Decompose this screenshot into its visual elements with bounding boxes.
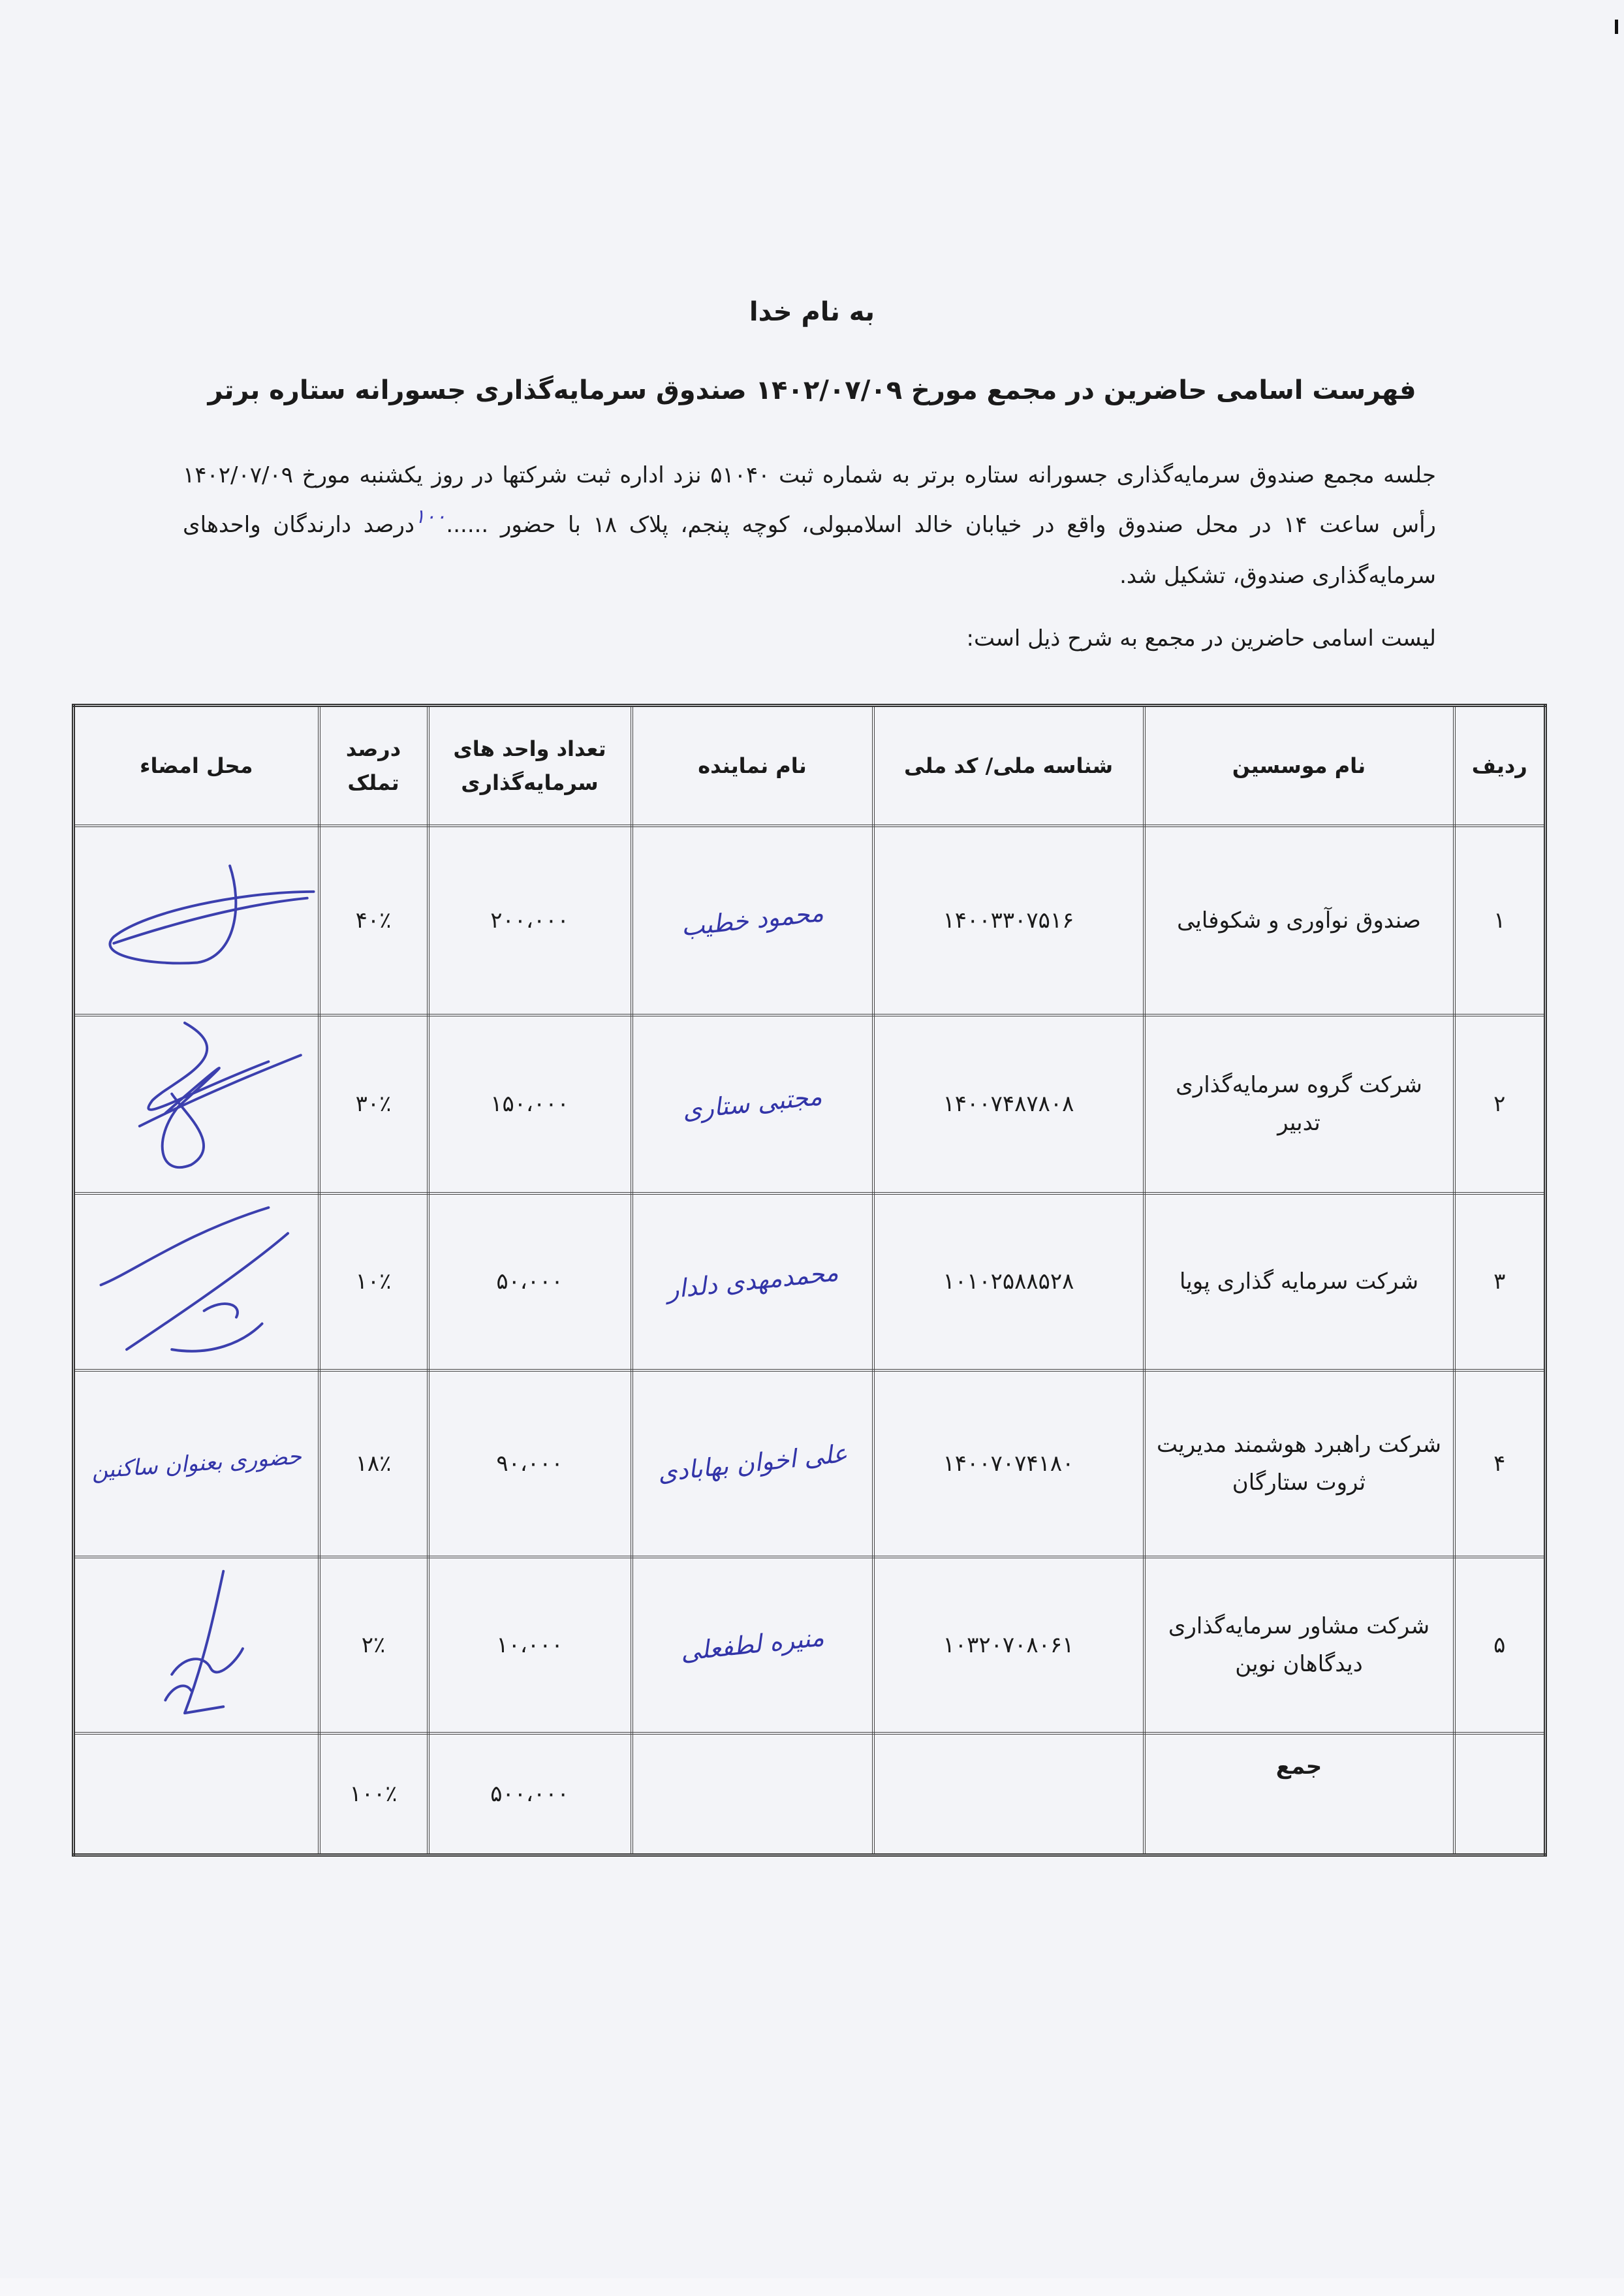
total-row-no	[1454, 1733, 1546, 1855]
signature-drawing	[75, 827, 318, 1014]
list-intro: لیست اسامی حاضرین در مجمع به شرح ذیل است:	[966, 625, 1436, 652]
national-id: ۱۰۱۰۲۵۸۸۵۲۸	[873, 1193, 1144, 1370]
national-id: ۱۴۰۰۷۰۷۴۱۸۰	[873, 1370, 1144, 1557]
representative-signature: منیره لطفعلی	[632, 1557, 873, 1734]
header-signature: محل امضاء	[74, 706, 319, 826]
founder-name: شرکت راهبرد هوشمند مدیریت ثروت ستارگان	[1144, 1370, 1454, 1557]
scan-bottom-edge	[0, 2278, 1624, 2296]
table-row	[74, 1557, 1546, 1734]
founder-name: شرکت مشاور سرمایه‌گذاری دیدگاهان نوین	[1144, 1557, 1454, 1734]
signature-cell	[74, 1370, 319, 1557]
representative-signature: محمدمهدی دلدار	[632, 1193, 873, 1370]
row-no: ۳	[1454, 1193, 1546, 1370]
founder-name: شرکت گروه سرمایه‌گذاری تدبیر	[1144, 1015, 1454, 1193]
ownership-percent: ۴۰٪	[319, 826, 428, 1016]
founder-name: صندوق نوآوری و شکوفایی	[1144, 826, 1454, 1016]
row-no: ۱	[1454, 826, 1546, 1016]
signature-drawing	[75, 1195, 318, 1369]
founder-name: شرکت سرمایه گذاری پویا	[1144, 1193, 1454, 1370]
table-row	[74, 1370, 1546, 1557]
scan-mark	[1615, 20, 1618, 34]
signature-cell	[74, 826, 319, 1016]
header-ownership-percent: درصد تملک	[319, 706, 428, 826]
document-title: فهرست اسامی حاضرین در مجمع مورخ ۱۴۰۲/۰۷/۰۹ صندوق سرمایه‌گذاری جسورانه ستاره برتر	[208, 375, 1416, 405]
row-no: ۴	[1454, 1370, 1546, 1557]
units: ۲۰۰،۰۰۰	[428, 826, 632, 1016]
handwritten-percent: ۱۰۰	[414, 505, 446, 528]
table-header-row	[74, 706, 1546, 826]
header-founder-name: نام موسسین	[1144, 706, 1454, 826]
national-id: ۱۰۳۲۰۷۰۸۰۶۱	[873, 1557, 1144, 1734]
total-label: جمع	[1144, 1733, 1454, 1855]
national-id: ۱۴۰۰۳۳۰۷۵۱۶	[873, 826, 1144, 1016]
signature-cell	[74, 1015, 319, 1193]
row-no: ۵	[1454, 1557, 1546, 1734]
ownership-percent: ۱۸٪	[319, 1370, 428, 1557]
units: ۹۰،۰۰۰	[428, 1370, 632, 1557]
units: ۵۰،۰۰۰	[428, 1193, 632, 1370]
table-row	[74, 1015, 1546, 1193]
signature-text: حضوری بعنوان ساکنین	[90, 1443, 302, 1484]
ownership-percent: ۲٪	[319, 1557, 428, 1734]
signature-cell	[74, 1557, 319, 1734]
header-national-id: شناسه ملی/ کد ملی	[873, 706, 1144, 826]
paragraph-dots: ......	[446, 512, 489, 538]
attendees-table	[72, 704, 1547, 1857]
units: ۱۵۰،۰۰۰	[428, 1015, 632, 1193]
representative-signature: علی اخوان بهابادی	[632, 1370, 873, 1557]
header-row-no: ردیف	[1454, 706, 1546, 826]
total-signature	[74, 1733, 319, 1855]
table-row	[74, 826, 1546, 1016]
bismillah-heading: به نام خدا	[749, 297, 875, 327]
ownership-percent: ۳۰٪	[319, 1015, 428, 1193]
representative-signature: مجتبی ستاری	[632, 1015, 873, 1193]
header-units: تعداد واحد های سرمایه‌گذاری	[428, 706, 632, 826]
paragraph-part-2: درصد دارندگان واحدهای سرمایه‌گذاری صندوق، تشکیل شد.	[183, 512, 1436, 589]
header-representative: نام نماینده	[632, 706, 873, 826]
total-units: ۵۰۰،۰۰۰	[428, 1733, 632, 1855]
table-row	[74, 1193, 1546, 1370]
total-national-id	[873, 1733, 1144, 1855]
ownership-percent: ۱۰٪	[319, 1193, 428, 1370]
national-id: ۱۴۰۰۷۴۸۷۸۰۸	[873, 1015, 1144, 1193]
table-total-row	[74, 1733, 1546, 1855]
paragraph-part-1: جلسه مجمع صندوق سرمایه‌گذاری جسورانه ستاره برتر به شماره ثبت ۵۱۰۴۰ نزد اداره ثبت شرکتها در روز یکشنبه مورخ ۱۴۰۲/۰۷/۰۹ رأس ساعت ۱۴ در محل صندوق واقع در خیابان خالد اسلامبولی، کوچه پنجم، پلاک ۱۸ با حضور	[183, 462, 1436, 538]
total-ownership-percent: ۱۰۰٪	[319, 1733, 428, 1855]
meeting-paragraph	[183, 450, 1436, 601]
units: ۱۰،۰۰۰	[428, 1557, 632, 1734]
representative-signature: محمود خطیب	[632, 826, 873, 1016]
row-no: ۲	[1454, 1015, 1546, 1193]
signature-drawing	[75, 1016, 318, 1192]
signature-drawing	[75, 1558, 318, 1733]
total-representative	[632, 1733, 873, 1855]
signature-cell	[74, 1193, 319, 1370]
